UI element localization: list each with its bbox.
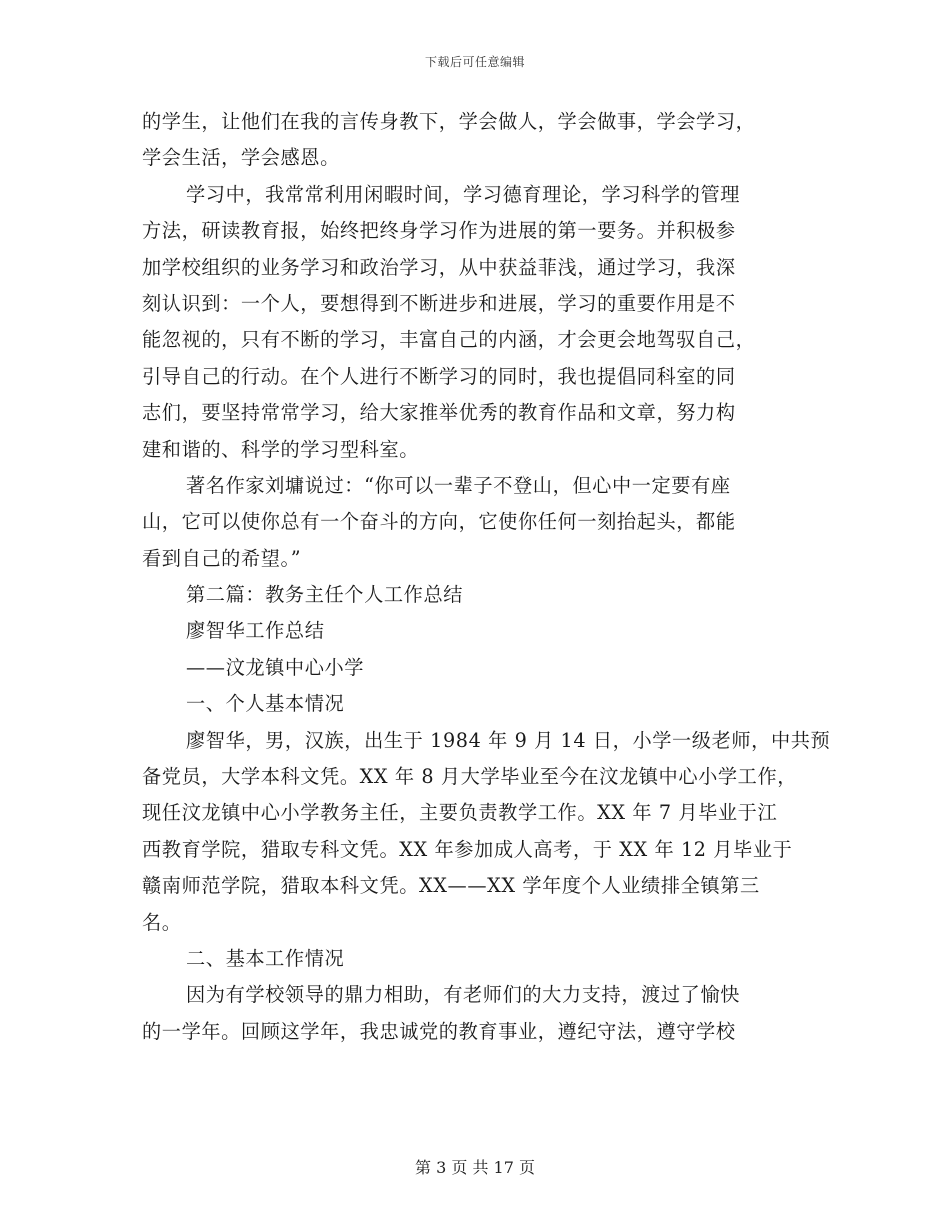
page-header: 下载后可任意编辑 — [424, 55, 525, 69]
text-line: 二、基本工作情况 — [186, 946, 345, 970]
text-line: ——汶龙镇中心小学 — [186, 655, 365, 679]
text-line: 学会生活，学会感恩。 — [142, 146, 340, 170]
text-line: 方法，研读教育报，始终把终身学习作为进展的第一要务。并积极参 — [142, 219, 736, 243]
text-line: 西教育学院，猎取专科文凭。XX 年参加成人高考，于 XX 年 12 月毕业于 — [142, 837, 793, 861]
text-line: 学习中，我常常利用闲暇时间，学习德育理论，学习科学的管理 — [186, 182, 741, 206]
text-line: 的一学年。回顾这学年，我忠诚党的教育事业，遵纪守法，遵守学校 — [142, 1019, 736, 1043]
text-line: 现任汶龙镇中心小学教务主任，主要负责教学工作。XX 年 7 月毕业于江 — [142, 801, 778, 825]
text-line: 廖智华工作总结 — [186, 619, 325, 643]
text-line: 著名作家刘墉说过：“你可以一辈子不登山，但心中一定要有座 — [186, 473, 731, 497]
text-line: 山，它可以使你总有一个奋斗的方向，它使你任何一刻抬起头，都能 — [142, 510, 736, 534]
text-line: 志们，要坚持常常学习，给大家推举优秀的教育作品和文章，努力构 — [142, 401, 736, 425]
text-line: 名。 — [142, 910, 182, 934]
text-line: 第二篇：教务主任个人工作总结 — [186, 583, 464, 607]
document-body — [142, 104, 831, 1050]
text-line: 加学校组织的业务学习和政治学习，从中获益菲浅，通过学习，我深 — [142, 255, 736, 279]
text-line: 能忽视的，只有不断的学习，丰富自己的内涵，才会更会地驾驭自己， — [142, 328, 756, 352]
page-footer: 第 3 页 共 17 页 — [415, 1158, 535, 1177]
text-line: 因为有学校领导的鼎力相助，有老师们的大力支持，渡过了愉快 — [186, 983, 741, 1007]
text-line: 看到自己的希望。” — [142, 546, 302, 570]
text-line: 廖智华，男，汉族，出生于 1984 年 9 月 14 日，小学一级老师，中共预 — [186, 728, 831, 752]
text-line: 备党员，大学本科文凭。XX 年 8 月大学毕业至今在汶龙镇中心小学工作， — [142, 765, 798, 789]
text-line: 刻认识到：一个人，要想得到不断进步和进展，学习的重要作用是不 — [142, 291, 736, 315]
text-line: 建和谐的、科学的学习型科室。 — [142, 437, 420, 461]
text-line: 引导自己的行动。在个人进行不断学习的同时，我也提倡同科室的同 — [142, 364, 736, 388]
text-line: 的学生，让他们在我的言传身教下，学会做人，学会做事，学会学习， — [142, 110, 756, 133]
text-line: 一、个人基本情况 — [186, 692, 345, 716]
text-line: 赣南师范学院，猎取本科文凭。XX——XX 学年度个人业绩排全镇第三 — [142, 874, 760, 898]
